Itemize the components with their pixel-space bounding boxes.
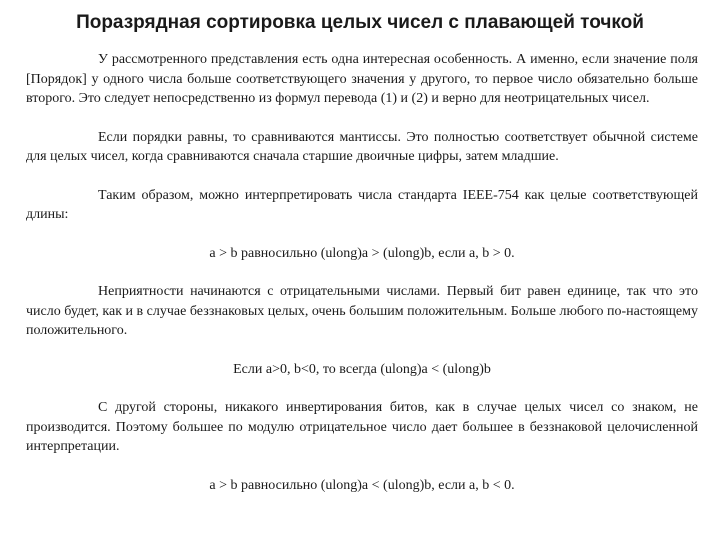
paragraph-equal-orders: Если порядки равны, то сравниваются мантиссы. Это полностью соответствует обычной системе для целых чисел, когда сравниваются сначала старшие двоичные цифры, затем младшие.: [26, 129, 698, 164]
paragraph-order-property: У рассмотренного представления есть одна интересная особенность. А именно, если значение поля [Порядок] у одного числа больше соответствующего значения у другого, то первое число обязательно больше второго. Это следует непосредственно из формул перевода (1) и (2) и верно для неотрицательных чисел.: [26, 52, 698, 106]
slide-title: Поразрядная сортировка целых чисел с плавающей точкой: [76, 12, 644, 33]
formula-negative: a > b равносильно (ulong)a < (ulong)b, если a, b < 0.: [209, 477, 515, 493]
paragraph-ieee-interpretation: Таким образом, можно интерпретировать числа стандарта IEEE-754 как целые соответствующей длины:: [26, 187, 698, 222]
slide-body: [26, 50, 698, 495]
paragraph-negative-numbers: Неприятности начинаются с отрицательными числами. Первый бит равен единице, так что это число будет, как и в случае беззнаковых целых, очень большим положительным. Больше любого по-настоящему положительного.: [26, 284, 698, 338]
paragraph-no-inversion: С другой стороны, никакого инвертирования битов, как в случае целых чисел со знаком, не производится. Поэтому большее по модулю отрицательное число дает большее в беззнаковой целочисленной интерпретации.: [26, 400, 698, 454]
formula-mixed-signs: Если a>0, b<0, то всегда (ulong)a < (ulong)b: [233, 361, 491, 377]
formula-positive: a > b равносильно (ulong)a > (ulong)b, если a, b > 0.: [209, 245, 515, 261]
